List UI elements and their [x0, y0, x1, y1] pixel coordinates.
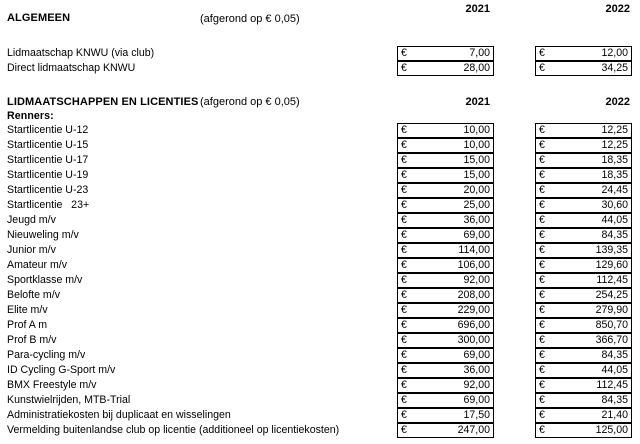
currency-symbol: € — [539, 394, 545, 406]
subheading-renners: Renners: — [7, 110, 54, 122]
currency-symbol: € — [401, 349, 407, 361]
price-value: 84,35 — [601, 394, 628, 406]
price-2021-cell — [397, 423, 494, 438]
price-2022-cell — [535, 183, 632, 198]
price-2021-cell — [397, 153, 494, 168]
price-2022-cell — [535, 46, 632, 61]
price-2021-cell — [397, 198, 494, 213]
price-value: 28,00 — [463, 62, 490, 74]
price-value: 44,05 — [601, 214, 628, 226]
price-value: 69,00 — [463, 394, 490, 406]
price-value: 36,00 — [463, 364, 490, 376]
price-value: 30,60 — [601, 199, 628, 211]
price-2021-cell — [397, 393, 494, 408]
rounding-note: (afgerond op € 0,05) — [200, 13, 300, 25]
currency-symbol: € — [539, 334, 545, 346]
price-value: 36,00 — [463, 214, 490, 226]
currency-symbol: € — [401, 319, 407, 331]
price-value: 125,00 — [595, 424, 628, 436]
price-2022-cell — [535, 153, 632, 168]
price-2021-cell — [397, 348, 494, 363]
currency-symbol: € — [401, 47, 407, 59]
currency-symbol: € — [539, 379, 545, 391]
price-2022-cell — [535, 213, 632, 228]
price-2022-cell — [535, 423, 632, 438]
price-2021-cell — [397, 123, 494, 138]
row-label: Startlicentie U-15 — [7, 139, 89, 151]
price-2022-cell — [535, 228, 632, 243]
currency-symbol: € — [539, 319, 545, 331]
currency-symbol: € — [539, 274, 545, 286]
price-value: 25,00 — [463, 199, 490, 211]
row-label: Amateur m/v — [7, 259, 68, 271]
currency-symbol: € — [401, 139, 407, 151]
currency-symbol: € — [539, 304, 545, 316]
price-2022-cell — [535, 123, 632, 138]
row-label: Para-cycling m/v — [7, 349, 86, 361]
price-2022-cell — [535, 61, 632, 76]
price-value: 17,50 — [463, 409, 490, 421]
row-label: BMX Freestyle m/v — [7, 379, 97, 391]
row-label: Junior m/v — [7, 244, 56, 256]
row-label: ID Cycling G-Sport m/v — [7, 364, 116, 376]
row-label: Startlicentie 23+ — [7, 199, 90, 211]
currency-symbol: € — [401, 259, 407, 271]
price-value: 18,35 — [601, 154, 628, 166]
row-label: Elite m/v — [7, 304, 48, 316]
currency-symbol: € — [401, 214, 407, 226]
price-value: 7,00 — [469, 47, 490, 59]
row-label: Jeugd m/v — [7, 214, 56, 226]
currency-symbol: € — [401, 424, 407, 436]
price-value: 44,05 — [601, 364, 628, 376]
row-label: Prof A m — [7, 319, 48, 331]
currency-symbol: € — [539, 289, 545, 301]
price-2021-cell — [397, 273, 494, 288]
price-value: 696,00 — [457, 319, 490, 331]
price-value: 300,00 — [457, 334, 490, 346]
row-label: Vermelding buitenlandse club op licentie (additioneel op licentiekosten) — [7, 424, 340, 436]
currency-symbol: € — [539, 259, 545, 271]
price-2022-cell — [535, 288, 632, 303]
price-value: 24,45 — [601, 184, 628, 196]
year-header-2021: 2021 — [465, 96, 490, 108]
currency-symbol: € — [539, 409, 545, 421]
price-value: 92,00 — [463, 379, 490, 391]
currency-symbol: € — [401, 154, 407, 166]
rounding-note: (afgerond op € 0,05) — [200, 96, 300, 108]
section-title-licenties: LIDMAATSCHAPPEN EN LICENTIES — [7, 96, 199, 108]
price-2022-cell — [535, 168, 632, 183]
year-header-2022: 2022 — [605, 3, 630, 15]
price-2021-cell — [397, 243, 494, 258]
price-value: 15,00 — [463, 154, 490, 166]
row-label: Sportklasse m/v — [7, 274, 83, 286]
price-value: 112,45 — [596, 274, 628, 286]
currency-symbol: € — [401, 124, 407, 136]
price-value: 21,40 — [601, 409, 628, 421]
currency-symbol: € — [401, 229, 407, 241]
currency-symbol: € — [539, 199, 545, 211]
price-value: 106,00 — [457, 259, 490, 271]
price-value: 15,00 — [463, 169, 490, 181]
currency-symbol: € — [401, 62, 407, 74]
currency-symbol: € — [539, 349, 545, 361]
price-value: 12,25 — [601, 124, 628, 136]
currency-symbol: € — [401, 409, 407, 421]
row-label: Prof B m/v — [7, 334, 57, 346]
price-2022-cell — [535, 318, 632, 333]
currency-symbol: € — [539, 184, 545, 196]
price-value: 114,00 — [458, 244, 490, 256]
price-2022-cell — [535, 378, 632, 393]
price-2022-cell — [535, 138, 632, 153]
price-2022-cell — [535, 258, 632, 273]
price-2022-cell — [535, 273, 632, 288]
price-value: 84,35 — [601, 349, 628, 361]
price-value: 254,25 — [595, 289, 628, 301]
price-2021-cell — [397, 288, 494, 303]
currency-symbol: € — [401, 184, 407, 196]
price-2021-cell — [397, 303, 494, 318]
price-2021-cell — [397, 46, 494, 61]
currency-symbol: € — [401, 289, 407, 301]
currency-symbol: € — [401, 169, 407, 181]
price-2021-cell — [397, 61, 494, 76]
currency-symbol: € — [539, 364, 545, 376]
row-label: Direct lidmaatschap KNWU — [7, 62, 136, 74]
price-value: 92,00 — [463, 274, 490, 286]
currency-symbol: € — [401, 304, 407, 316]
price-value: 279,90 — [595, 304, 628, 316]
currency-symbol: € — [401, 334, 407, 346]
currency-symbol: € — [401, 394, 407, 406]
price-2022-cell — [535, 243, 632, 258]
row-label: Kunstwielrijden, MTB-Trial — [7, 394, 131, 406]
price-value: 366,70 — [595, 334, 628, 346]
price-2021-cell — [397, 258, 494, 273]
currency-symbol: € — [401, 364, 407, 376]
price-2022-cell — [535, 333, 632, 348]
price-2021-cell — [397, 138, 494, 153]
price-2022-cell — [535, 408, 632, 423]
price-2022-cell — [535, 393, 632, 408]
currency-symbol: € — [539, 229, 545, 241]
price-value: 229,00 — [457, 304, 490, 316]
section-title-algemeen: ALGEMEEN — [7, 12, 71, 24]
price-value: 208,00 — [457, 289, 490, 301]
price-value: 10,00 — [463, 124, 490, 136]
row-label: Administratiekosten bij duplicaat en wisselingen — [7, 409, 231, 421]
currency-symbol: € — [401, 199, 407, 211]
price-2021-cell — [397, 408, 494, 423]
currency-symbol: € — [539, 214, 545, 226]
price-2021-cell — [397, 333, 494, 348]
currency-symbol: € — [539, 139, 545, 151]
currency-symbol: € — [539, 47, 545, 59]
price-value: 850,70 — [595, 319, 628, 331]
row-label: Startlicentie U-17 — [7, 154, 89, 166]
price-value: 34,25 — [601, 62, 628, 74]
row-label: Lidmaatschap KNWU (via club) — [7, 47, 155, 59]
price-value: 112,45 — [596, 379, 628, 391]
price-2021-cell — [397, 183, 494, 198]
price-2021-cell — [397, 228, 494, 243]
price-value: 247,00 — [457, 424, 490, 436]
row-label: Startlicentie U-12 — [7, 124, 89, 136]
price-2021-cell — [397, 363, 494, 378]
currency-symbol: € — [539, 124, 545, 136]
currency-symbol: € — [401, 244, 407, 256]
price-2022-cell — [535, 363, 632, 378]
currency-symbol: € — [539, 244, 545, 256]
year-header-2021: 2021 — [465, 3, 490, 15]
currency-symbol: € — [539, 62, 545, 74]
year-header-2022: 2022 — [605, 96, 630, 108]
price-value: 12,25 — [601, 139, 628, 151]
row-label: Belofte m/v — [7, 289, 60, 301]
price-value: 18,35 — [601, 169, 628, 181]
currency-symbol: € — [539, 424, 545, 436]
price-value: 129,60 — [595, 259, 628, 271]
currency-symbol: € — [401, 274, 407, 286]
price-2021-cell — [397, 378, 494, 393]
price-2021-cell — [397, 213, 494, 228]
price-value: 69,00 — [463, 229, 490, 241]
price-2022-cell — [535, 303, 632, 318]
price-2021-cell — [397, 318, 494, 333]
price-2022-cell — [535, 198, 632, 213]
row-label: Startlicentie U-19 — [7, 169, 89, 181]
price-value: 139,35 — [595, 244, 628, 256]
currency-symbol: € — [539, 169, 545, 181]
row-label: Nieuweling m/v — [7, 229, 79, 241]
price-value: 12,00 — [601, 47, 628, 59]
currency-symbol: € — [539, 154, 545, 166]
row-label: Startlicentie U-23 — [7, 184, 89, 196]
price-value: 20,00 — [463, 184, 490, 196]
price-2022-cell — [535, 348, 632, 363]
price-value: 10,00 — [463, 139, 490, 151]
currency-symbol: € — [401, 379, 407, 391]
price-2021-cell — [397, 168, 494, 183]
price-value: 84,35 — [601, 229, 628, 241]
price-value: 69,00 — [463, 349, 490, 361]
